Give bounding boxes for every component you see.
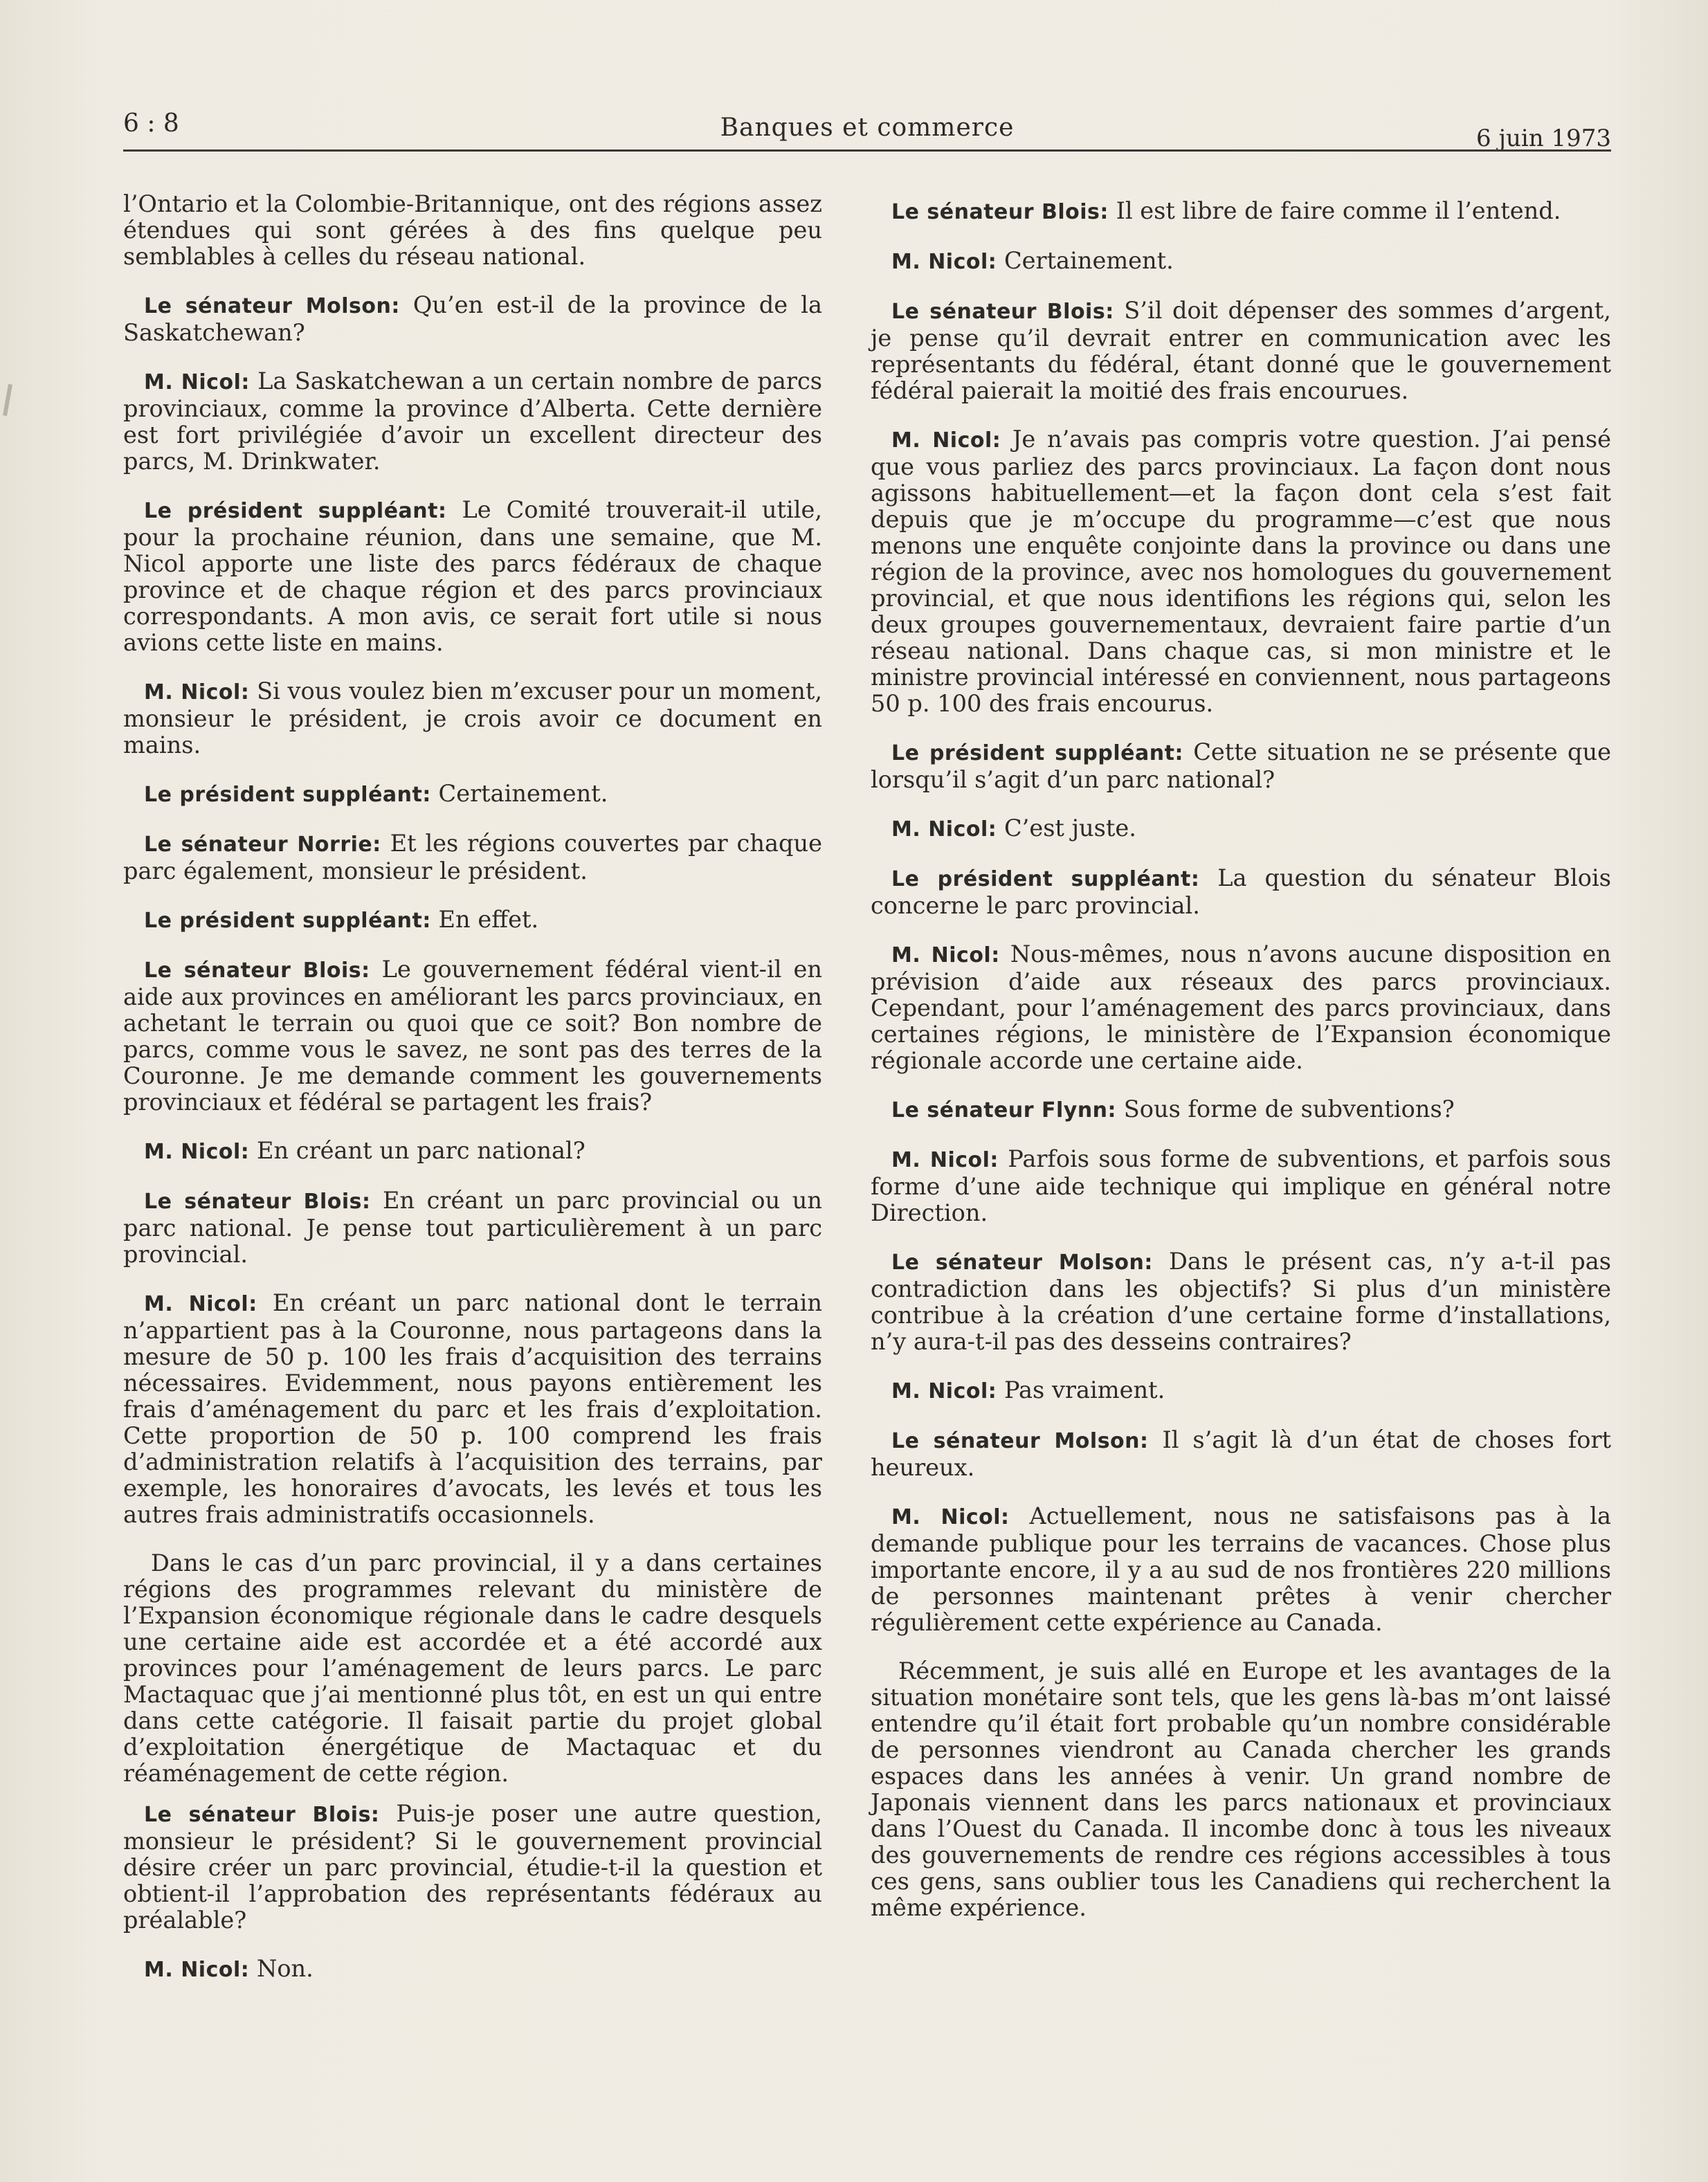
paragraph — [871, 1248, 1611, 1355]
speaker-name: Le sénateur Flynn: — [891, 1098, 1117, 1122]
paragraph-text: Il est libre de faire comme il l’entend. — [1116, 197, 1561, 224]
speaker-name: M. Nicol: — [891, 943, 1000, 967]
speaker-name: M. Nicol: — [144, 1292, 257, 1316]
left-column — [123, 191, 822, 2006]
speaker-name: M. Nicol: — [891, 250, 997, 274]
paragraph — [871, 1146, 1611, 1226]
speaker-name: Le sénateur Blois: — [891, 300, 1114, 324]
paragraph-text: Dans le cas d’un parc provincial, il y a dans certaines régions des programmes relevant du ministère de l’Expansion économique régionale dans le cadre desquels une certaine aide est accordée et a été accordé aux provinces pour l’aménagement de leurs parcs. Le parc Mactaquac que j’ai mentionné plus tôt, en est un qui entre dans cette catégorie. Il faisait partie du projet global d’exploitation énergétique de Mactaquac et du réaménagement de cette région. — [123, 1549, 822, 1787]
running-title: Banques et commerce — [720, 113, 1015, 142]
speaker-name: M. Nicol: — [144, 1140, 250, 1164]
speaker-name: M. Nicol: — [891, 817, 997, 842]
speaker-name: Le président suppléant: — [144, 909, 431, 933]
paragraph-text: Il s’agit là d’un état de choses fort heureux. — [871, 1426, 1611, 1481]
paragraph — [123, 907, 822, 934]
speaker-name: Le sénateur Molson: — [891, 1251, 1153, 1275]
speaker-name: Le président suppléant: — [144, 783, 431, 807]
paragraph — [871, 198, 1611, 226]
speaker-name: M. Nicol: — [144, 680, 250, 704]
paragraph — [871, 1658, 1611, 1921]
paragraph-text: Certainement. — [1003, 247, 1174, 274]
paragraph-text: Et les régions couvertes par chaque parc également, monsieur le président. — [123, 830, 822, 884]
speaker-name: Le sénateur Blois: — [144, 958, 370, 983]
paragraph-text: l’Ontario et la Colombie-Britannique, ont des régions assez étendues qui sont gérées à des fins quelque peu semblables à celles du réseau national. — [123, 190, 822, 270]
paragraph — [123, 781, 822, 808]
paragraph — [871, 1503, 1611, 1636]
paragraph — [871, 426, 1611, 717]
paragraph — [123, 191, 822, 270]
speaker-name: M. Nicol: — [891, 1505, 1010, 1529]
paragraph — [123, 1801, 822, 1934]
paragraph — [123, 1956, 822, 1983]
paragraph — [123, 956, 822, 1116]
speaker-name: M. Nicol: — [144, 1958, 250, 1982]
paragraph-text: C’est juste. — [1003, 815, 1136, 842]
speaker-name: Le sénateur Norrie: — [144, 833, 381, 857]
paragraph-text: Parfois sous forme de subventions, et parfois sous forme d’une aide technique qui implique en général notre Direction. — [871, 1145, 1611, 1226]
speaker-name: Le sénateur Molson: — [144, 294, 400, 318]
speaker-name: Le président suppléant: — [891, 741, 1183, 765]
speaker-name: M. Nicol: — [144, 370, 250, 394]
paragraph — [123, 497, 822, 656]
paragraph — [871, 865, 1611, 919]
paragraph — [871, 1096, 1611, 1124]
paragraph — [871, 1377, 1611, 1405]
speaker-name: Le président suppléant: — [891, 867, 1200, 891]
paragraph-text: Certainement. — [438, 780, 608, 807]
page-header — [123, 109, 1611, 151]
paragraph-text: Nous-mêmes, nous n’avons aucune disposition en prévision d’aide aux réseaux des parcs provinciaux. Cependant, pour l’aménagement des parcs provinciaux, dans certaines régions, le ministère de l’Expansion économique régionale accorde une certaine aide. — [871, 940, 1611, 1074]
paragraph-text: Le gouvernement fédéral vient-il en aide aux provinces en améliorant les parcs provinciaux, en achetant le terrain ou quoi que ce soit? Bon nombre de parcs, comme vous le savez, ne sont pas des terres de la Couronne. Je me demande comment les gouvernements provinciaux et fédéral se partagent les frais? — [123, 956, 822, 1116]
paragraph-text: La Saskatchewan a un certain nombre de parcs provinciaux, comme la province d’Alberta. Cette dernière est fort privilégiée d’avoir un excellent directeur des parcs, M. Drinkwater. — [123, 367, 822, 475]
right-column — [871, 198, 1611, 1935]
paragraph — [123, 1188, 822, 1268]
header-rule — [123, 149, 1611, 152]
paragraph — [123, 678, 822, 758]
speaker-name: Le sénateur Molson: — [891, 1429, 1149, 1453]
paragraph — [871, 815, 1611, 843]
paragraph-text: Si vous voulez bien m’excuser pour un moment, monsieur le président, je crois avoir ce document en mains. — [123, 678, 822, 758]
paragraph — [123, 1290, 822, 1528]
speaker-name: Le sénateur Blois: — [144, 1190, 371, 1214]
speaker-name: M. Nicol: — [891, 1148, 999, 1172]
page-number: 6 : 8 — [123, 109, 179, 138]
paragraph-text: Non. — [256, 1955, 314, 1982]
paragraph-text: Puis-je poser une autre question, monsieur le président? Si le gouvernement provincial désire créer un parc provincial, étudie-t-il la question et obtient-il l’approbation des représentants fédéraux au préalable? — [123, 1800, 822, 1934]
paragraph-text: Cette situation ne se présente que lorsqu’il s’agit d’un parc national? — [871, 738, 1611, 793]
page-date: 6 juin 1973 — [1476, 125, 1611, 152]
speaker-name: Le sénateur Blois: — [144, 1803, 380, 1827]
paragraph-text: Pas vraiment. — [1003, 1376, 1165, 1403]
paragraph-text: Dans le présent cas, n’y a-t-il pas contradiction dans les objectifs? Si plus d’un ministère contribue à la création d’une certaine forme d’installations, n’y aura-t-il pas des desseins contraires? — [871, 1248, 1611, 1355]
paragraph-text: En créant un parc provincial ou un parc national. Je pense tout particulièrement à un parc provincial. — [123, 1187, 822, 1268]
paragraph-text: S’il doit dépenser des sommes d’argent, je pense qu’il devrait entrer en communication avec les représentants du fédéral, étant donné que le gouvernement fédéral paierait la moitié des frais encourues. — [871, 297, 1611, 404]
paragraph-text: En effet. — [438, 906, 539, 933]
paragraph — [871, 248, 1611, 275]
paragraph-text: Le Comité trouverait-il utile, pour la prochaine réunion, dans une semaine, que M. Nicol apporte une liste des parcs fédéraux de chaque province et de chaque région et des parcs provinciaux correspondants. A mon avis, ce serait fort utile si nous avions cette liste en mains. — [123, 496, 822, 656]
paragraph — [871, 1427, 1611, 1481]
speaker-name: Le président suppléant: — [144, 499, 447, 523]
paragraph-text: En créant un parc national? — [256, 1137, 585, 1164]
paragraph-text: Actuellement, nous ne satisfaisons pas à la demande publique pour les terrains de vacances. Chose plus importante encore, il y a au sud de nos frontières 220 millions de personnes maintenant prêtes à venir chercher régulièrement cette expérience au Canada. — [871, 1502, 1611, 1636]
paragraph-text: La question du sénateur Blois concerne le parc provincial. — [871, 864, 1611, 919]
paragraph — [871, 298, 1611, 404]
paragraph-text: Récemment, je suis allé en Europe et les avantages de la situation monétaire sont tels, que les gens là-bas m’ont laissé entendre qu’il était fort probable qu’un nombre considérable de personnes viendront au Canada chercher les grands espaces dans les années à venir. Un grand nombre de Japonais viennent dans les parcs nationaux et provinciaux dans l’Ouest du Canada. Il incombe donc à tous les niveaux des gouvernements de rendre ces régions accessibles à tous ces gens, sans oublier tous les Canadiens qui recherchent la même expérience. — [871, 1657, 1611, 1921]
paragraph — [123, 1138, 822, 1165]
paragraph-text: Qu’en est-il de la province de la Saskatchewan? — [123, 291, 822, 346]
paragraph — [123, 830, 822, 884]
paragraph-text: Sous forme de subventions? — [1123, 1095, 1455, 1122]
paragraph — [123, 1550, 822, 1787]
paragraph — [123, 368, 822, 475]
paragraph-text: En créant un parc national dont le terrain n’appartient pas à la Couronne, nous partageons dans la mesure de 50 p. 100 les frais d’acquisition des terrains nécessaires. Evidemment, nous payons entièrement les frais d’aménagement du parc et les frais d’exploitation. Cette proportion de 50 p. 100 comprend les frais d’administration relatifs à l’acquisition des terrains, par exemple, les honoraires d’avocats, les levés et tous les autres frais administratifs occasionnels. — [123, 1289, 822, 1528]
speaker-name: M. Nicol: — [891, 1379, 997, 1403]
speaker-name: Le sénateur Blois: — [891, 200, 1109, 224]
paragraph — [871, 739, 1611, 793]
paragraph-text: Je n’avais pas compris votre question. J’ai pensé que vous parliez des parcs provinciaux. La façon dont nous agissons habituellement—et la façon dont cela s’est fait depuis que je m’occupe du programme—c’est que nous menons une enquête conjointe dans la province ou dans une région de la province, avec nos homologues du gouvernement provincial, et que nous identifions les régions qui, selon les deux groupes gouvernementaux, devraient faire partie d’un réseau national. Dans chaque cas, si mon ministre et le ministre provincial intéressé en conviennent, nous partageons 50 p. 100 des frais encourus. — [871, 426, 1611, 717]
paragraph — [871, 941, 1611, 1074]
speaker-name: M. Nicol: — [891, 428, 1001, 453]
margin-mark — [3, 384, 12, 416]
paragraph — [123, 292, 822, 346]
